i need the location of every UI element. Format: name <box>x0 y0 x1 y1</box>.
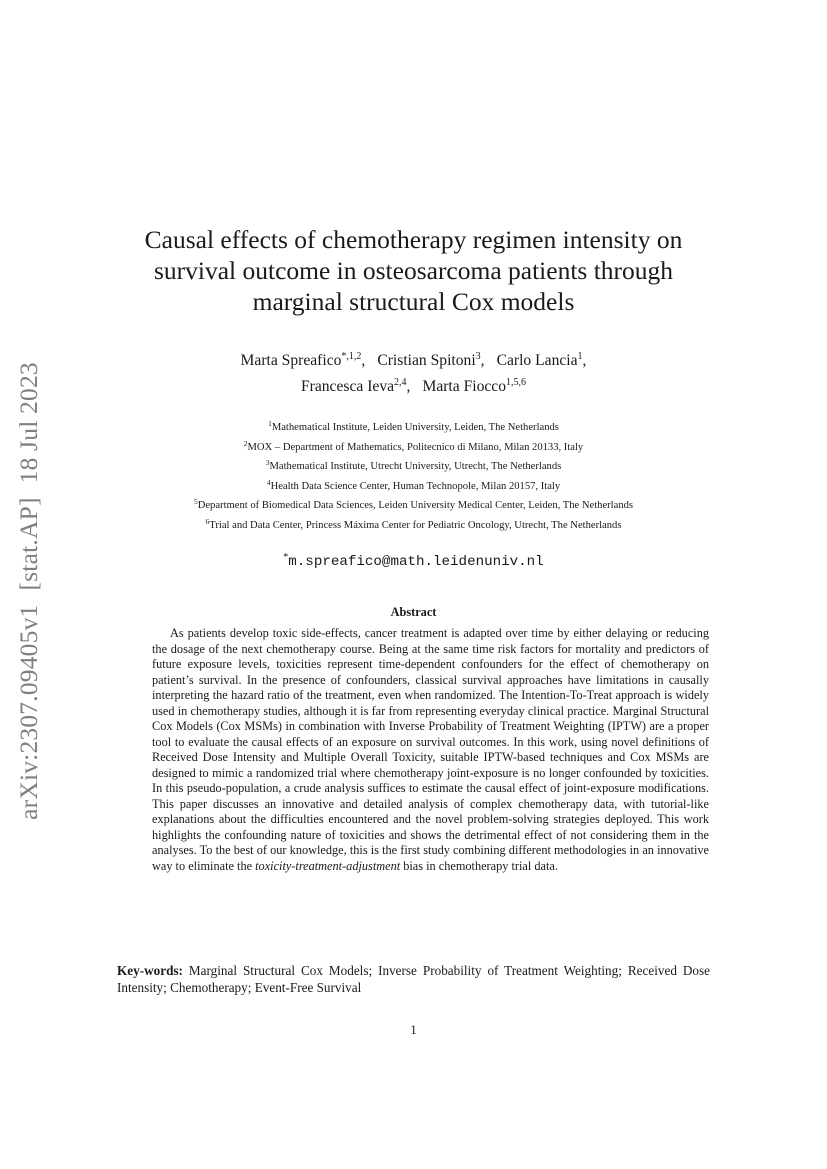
affiliation: $^5$Department of Biomedical Data Sciences, Leiden University Medical Center, Leiden, The Netherlands <box>193 497 634 512</box>
affiliation: $^3$Mathematical Institute, Utrecht University, Utrecht, The Netherlands <box>265 458 562 473</box>
affiliation: $^2$MOX – Department of Mathematics, Politecnico di Milano, Milan 20133, Italy <box>243 438 584 453</box>
email-mark: * <box>283 552 289 563</box>
affiliation: $^6$Trial and Data Center, Princess Máxima Center for Pediatric Oncology, Utrecht, The Netherlands <box>205 516 622 531</box>
keywords-label: Key-words: <box>117 963 183 978</box>
author: Carlo Lancia$^1$, <box>496 351 587 369</box>
affiliation-list <box>90 418 737 536</box>
page-number: 1 <box>410 1022 417 1037</box>
email-address[interactable]: m.spreafico@math.leidenuniv.nl <box>288 554 544 570</box>
paper-title <box>100 224 727 317</box>
author: Cristian Spitoni$^3$, <box>377 351 485 369</box>
corresponding-email <box>100 553 727 571</box>
title-line-3: marginal structural Cox models <box>252 287 575 316</box>
arxiv-category: [stat.AP] <box>14 497 43 591</box>
title-line-1: Causal effects of chemotherapy regimen intensity on <box>144 225 683 254</box>
keywords-text: Marginal Structural Cox Models; Inverse Probability of Treatment Weighting; Received Dose Intensity; Chemotherapy; Event-Free Survival <box>117 963 710 995</box>
title-line-2: survival outcome in osteosarcoma patients through <box>153 256 674 285</box>
author: Marta Fiocco$^{1,5,6}$ <box>422 377 527 395</box>
abstract-italic-term: toxicity-treatment-adjustment <box>255 858 401 873</box>
abstract-body: As patients develop toxic side-effects, cancer treatment is adapted over time by either delaying or reducing the dosage of the next chemotherapy course. Being at the same time risk factors for mortality and predictors of future exposure levels, toxicities represent time-dependent confounders for the effect of chemotherapy on patient’s survival. In the presence of confounders, classical survival approaches have limitations in causally interpreting the hazard ratio of the treatment, even when randomized. The Intention-To-Treat approach is widely used in chemotherapy studies, although it is far from representing everyday clinical practice. Marginal Structural Cox Models (Cox MSMs) in combination with Inverse Probability of Treatment Weighting (IPTW) are a proper tool to evaluate the causal effects of an exposure on survival outcomes. In this work, using novel definitions of Received Dose Intensity and Multiple Overall Toxicity, suitable IPTW-based techniques and Cox MSMs are designed to mimic a randomized trial where chemotherapy joint-exposure is no longer confounded by toxicities. In this pseudo-population, a crude analysis suffices to estimate the causal effect of joint-exposure modifications. This paper discusses an innovative and detailed analysis of complex chemotherapy data, with tutorial-like explanations about the difficulties encountered and the novel problem-solving strategies deployed. This work highlights the confounding nature of toxicities and shows the detrimental effect of not considering them in the analyses. To the best of our knowledge, this is the first study combining different methodologies in an innovative way to eliminate the toxicity-treatment-adjustment bias in chemotherapy trial data. <box>152 626 709 873</box>
author-list <box>100 348 727 400</box>
arxiv-id: arXiv:2307.09405v1 <box>14 604 43 820</box>
abstract-heading: Abstract <box>390 605 437 619</box>
keywords <box>117 963 710 996</box>
affiliation: $^1$Mathematical Institute, Leiden University, Leiden, The Netherlands <box>268 419 559 433</box>
affiliation: $^4$Health Data Science Center, Human Technopole, Milan 20157, Italy <box>266 477 561 492</box>
author: Marta Spreafico$^{*,1,2}$, <box>240 351 366 369</box>
arxiv-date: 18 Jul 2023 <box>14 362 43 484</box>
author: Francesca Ieva$^{2,4}$, <box>300 377 411 395</box>
